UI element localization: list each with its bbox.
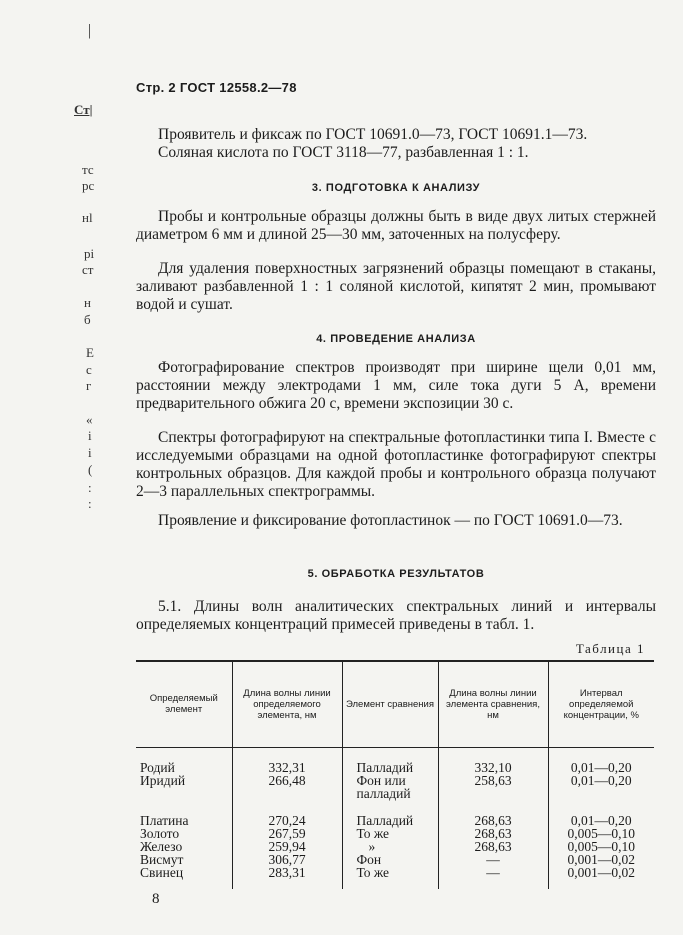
table-cell: 0,001—0,02 [548, 853, 654, 866]
table-cell: 0,01—0,20 [548, 747, 654, 774]
table-row [136, 827, 654, 840]
page-header: Стр. 2 ГОСТ 12558.2—78 [136, 80, 297, 95]
table-cell: 268,63 [438, 840, 548, 853]
margin-mark: с [86, 362, 92, 377]
table-row [136, 840, 654, 853]
column-header: Элемент сравнения [342, 661, 438, 747]
margin-mark: ( [88, 462, 93, 477]
column-header: Длина волны линии элемента сравнения, нм [438, 661, 548, 747]
reagent-line: Проявитель и фиксаж по ГОСТ 10691.0—73, ГОСТ 10691.1—73. [158, 126, 588, 143]
table-cell: — [438, 866, 548, 889]
table-cell: Палладий [342, 814, 438, 827]
table-row [136, 814, 654, 827]
section-title: 5. ОБРАБОТКА РЕЗУЛЬТАТОВ [307, 568, 485, 580]
table-cell: То же [342, 866, 438, 889]
table-cell: Платина [140, 812, 189, 828]
paragraph: Фотографирование спектров производят при ширине щели 0,01 мм, расстоянии между электродами 1 мм, силе тока дуги 5 А, времени предварительного обжига 20 с, времени экспозиции 30 с. [136, 359, 656, 412]
margin-mark: i [88, 428, 92, 443]
table-cell: 268,63 [438, 814, 548, 827]
paragraph: Проявление и фиксирование фотопластинок — по ГОСТ 10691.0—73. [158, 512, 623, 529]
table-cell: Родий [140, 759, 175, 775]
margin-mark: ст [82, 262, 94, 277]
table-cell: 0,01—0,20 [548, 814, 654, 827]
table-cell: — [438, 853, 548, 866]
table-cell: 332,10 [438, 747, 548, 774]
column-header: Определяемый элемент [136, 661, 232, 747]
table-cell: Железо [140, 838, 183, 854]
margin-mark: Ст| [74, 102, 93, 117]
margin-mark: нl [82, 210, 93, 225]
table-cell: 283,31 [232, 866, 342, 889]
paragraph: Для удаления поверхностных загрязнений образцы помещают в стаканы, заливают разбавленной 1 : 1 соляной кислотой, кипятят 2 мин, промывают водой и сушат. [136, 260, 656, 313]
margin-mark: н [84, 295, 91, 310]
margin-mark: i [88, 445, 92, 460]
table-header-row [136, 661, 654, 747]
table-row [136, 866, 654, 889]
paragraph: Пробы и контрольные образцы должны быть в виде двух литых стержней диаметром 6 мм и длиной 25—30 мм, заточенных на полусферу. [136, 208, 656, 243]
table-cell: 0,005—0,10 [548, 827, 654, 840]
table-cell: Иридий [140, 772, 186, 788]
margin-mark: б [84, 312, 91, 327]
page-number: 8 [152, 891, 160, 907]
table-cell: 306,77 [232, 853, 342, 866]
table-cell: Фон или палладий [342, 774, 438, 800]
table-cell: Фон [342, 853, 438, 866]
margin-mark: : [88, 496, 92, 511]
table-cell: 266,48 [232, 774, 342, 800]
section-title: 4. ПРОВЕДЕНИЕ АНАЛИЗА [316, 333, 476, 345]
table-spacer [136, 800, 654, 814]
margin-mark: рс [82, 178, 95, 193]
table-cell: 0,01—0,20 [548, 774, 654, 800]
table-cell: 0,001—0,02 [548, 866, 654, 889]
paragraph: 5.1. Длины волн аналитических спектральных линий и интервалы определяемых концентраций примесей приведены в табл. 1. [136, 598, 656, 633]
margin-mark: | [88, 22, 92, 39]
margin-mark: рi [84, 246, 95, 261]
table-cell: 258,63 [438, 774, 548, 800]
column-header: Интервал определяемой концентрации, % [548, 661, 654, 747]
table-cell: Висмут [140, 851, 184, 867]
table-row [136, 774, 654, 800]
data-table [136, 660, 654, 889]
margin-mark: тс [82, 162, 94, 177]
table-cell: Палладий [342, 747, 438, 774]
table-cell: 332,31 [232, 747, 342, 774]
table-cell: То же [342, 827, 438, 840]
table-cell: 0,005—0,10 [548, 840, 654, 853]
table-cell: 259,94 [232, 840, 342, 853]
table-cell: Золото [140, 825, 180, 841]
table-caption: Таблица 1 [575, 641, 645, 656]
table-row [136, 747, 654, 774]
table-cell: 270,24 [232, 814, 342, 827]
table-cell: 267,59 [232, 827, 342, 840]
table-cell: 268,63 [438, 827, 548, 840]
margin-mark: г [86, 378, 92, 393]
table-row [136, 853, 654, 866]
column-header: Длина волны линии определяемого элемента, нм [232, 661, 342, 747]
margin-mark: Е [86, 345, 94, 360]
margin-mark: : [88, 480, 92, 495]
section-title: 3. ПОДГОТОВКА К АНАЛИЗУ [311, 182, 481, 194]
margin-mark: « [86, 412, 93, 427]
table-cell: Свинец [140, 864, 184, 880]
reagent-line: Соляная кислота по ГОСТ 3118—77, разбавленная 1 : 1. [158, 144, 529, 161]
paragraph: Спектры фотографируют на спектральные фотопластинки типа I. Вместе с исследуемыми образцами на одной фотопластинке фотографируют спектры контрольных образцов. Для каждой пробы и контрольного образца получают 2—3 параллельных спектрограммы. [136, 429, 656, 500]
table-cell: » [342, 840, 438, 853]
